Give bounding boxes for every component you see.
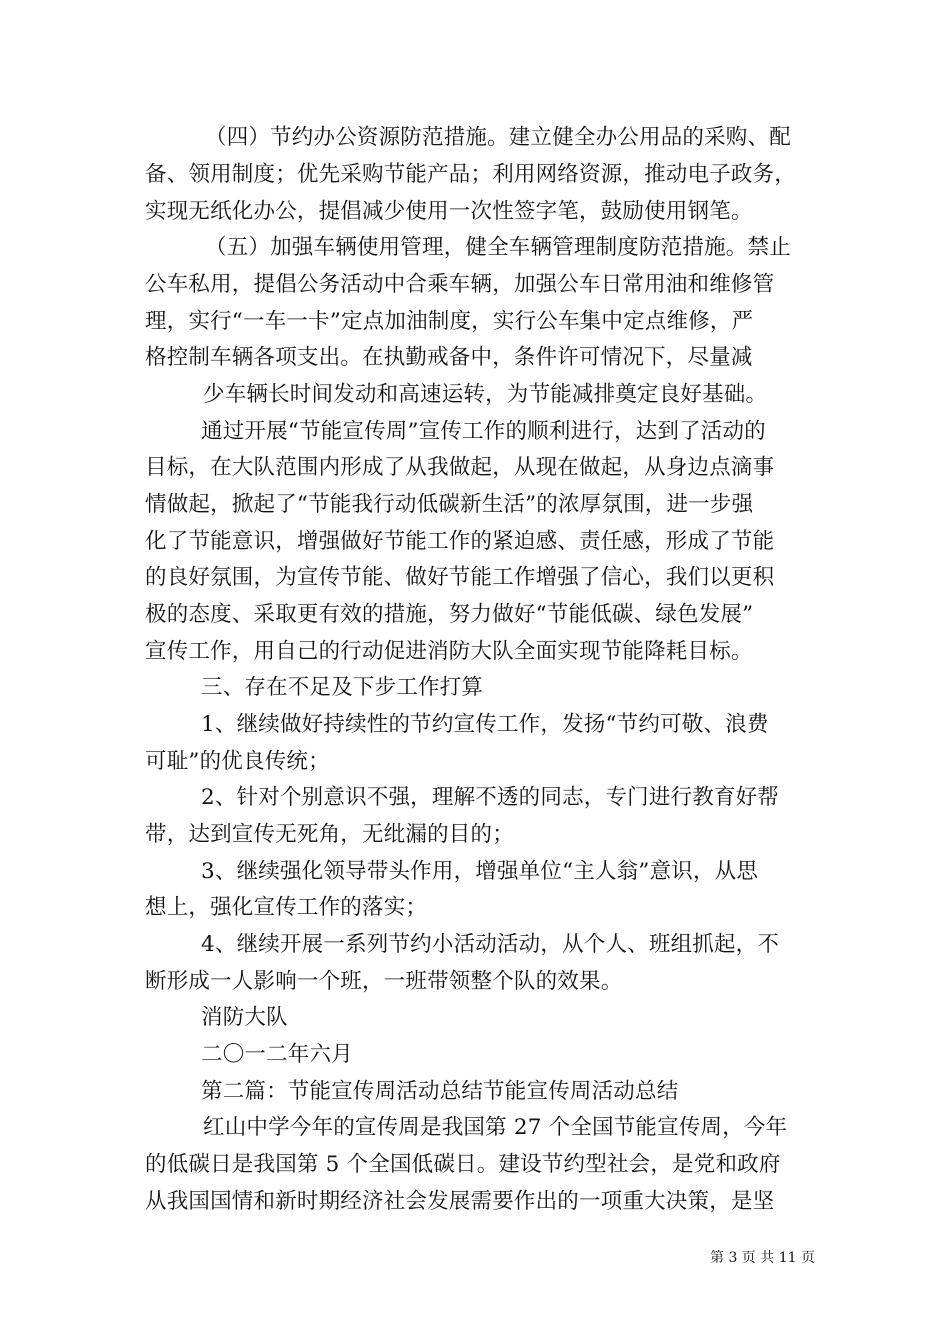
text-line: 化了节能意识，增强做好节能工作的紧迫感、责任感，形成了节能: [145, 529, 775, 554]
text-line: 理，实行“一车一卡”定点加油制度，实行公车集中定点维修，严: [145, 309, 754, 334]
text-line: 公车私用，提倡公务活动中合乘车辆，加强公车日常用油和维修管: [145, 272, 775, 297]
text-line: 的低碳日是我国第 5 个全国低碳日。建设节约型社会，是党和政府: [145, 1152, 781, 1177]
section-heading: 三、存在不足及下步工作打算: [201, 675, 484, 700]
text-line: 带，达到宣传无死角，无纰漏的目的；: [145, 822, 514, 847]
text-line: 通过开展“节能宣传周”宣传工作的顺利进行，达到了活动的: [201, 419, 766, 444]
text-line: 1、继续做好持续性的节约宣传工作，发扬“节约可敬、浪费: [201, 712, 769, 737]
text-line: 宣传工作，用自己的行动促进消防大队全面实现节能降耗目标。: [145, 639, 753, 664]
text-line: 情做起，掀起了“节能我行动低碳新生活”的浓厚氛围，进一步强: [145, 492, 754, 517]
text-line: 实现无纸化办公，提倡减少使用一次性签字笔，鼓励使用钢笔。: [145, 199, 753, 224]
text-line: 4、继续开展一系列节约小活动活动，从个人、班组抓起，不: [201, 932, 780, 957]
text-line: 可耻”的优良传统；: [145, 749, 330, 774]
text-line: 3、继续强化领导带头作用，增强单位“主人翁”意识，从思: [201, 859, 759, 884]
signature-date: 二〇一二年六月: [201, 1042, 353, 1067]
section-title: 第二篇：节能宣传周活动总结节能宣传周活动总结: [201, 1079, 679, 1104]
text-line: 的良好氛围，为宣传节能、做好节能工作增强了信心，我们以更积: [145, 565, 775, 590]
text-line: 极的态度、采取更有效的措施，努力做好“节能低碳、绿色发展”: [145, 602, 754, 627]
text-line: 从我国国情和新时期经济社会发展需要作出的一项重大决策，是坚: [145, 1189, 775, 1214]
signature-org: 消防大队: [201, 1005, 288, 1030]
text-line: 红山中学今年的宣传周是我国第 27 个全国节能宣传周，今年: [203, 1115, 788, 1140]
text-line: 2、针对个别意识不强，理解不透的同志，专门进行教育好帮: [201, 785, 780, 810]
page-number: 第 3 页 共 11 页: [710, 1250, 815, 1266]
text-line: （五）加强车辆使用管理，健全车辆管理制度防范措施。禁止: [205, 235, 791, 260]
text-line: 断形成一人影响一个班，一班带领整个队的效果。: [145, 969, 623, 994]
text-line: 备、领用制度；优先采购节能产品；利用网络资源，推动电子政务，: [145, 162, 797, 187]
text-line: 格控制车辆各项支出。在执勤戒备中，条件许可情况下，尽量减: [145, 345, 753, 370]
text-line: 目标，在大队范围内形成了从我做起，从现在做起，从身边点滴事: [145, 455, 775, 480]
text-line: 想上，强化宣传工作的落实；: [145, 895, 428, 920]
text-line: （四）节约办公资源防范措施。建立健全办公用品的采购、配: [205, 125, 791, 150]
text-line: 少车辆长时间发动和高速运转，为节能减排奠定良好基础。: [203, 382, 768, 407]
